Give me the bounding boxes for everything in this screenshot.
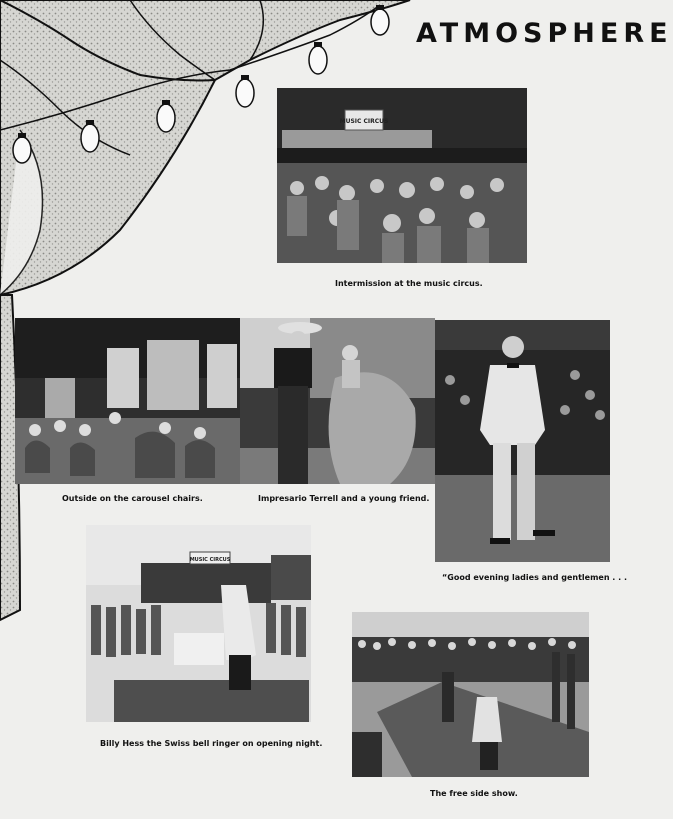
page-title: ATMOSPHERE — [416, 18, 673, 49]
photo-intermission — [277, 88, 527, 263]
caption-good-evening: “Good evening ladies and gentlemen . . . — [442, 573, 627, 582]
photo-billy-hess-image — [86, 525, 311, 722]
music-circus-sign: MUSIC CIRCUS — [339, 118, 389, 125]
photo-intermission-image — [277, 88, 527, 263]
music-circus-sign: MUSIC CIRCUS — [189, 557, 231, 563]
photo-carousel-chairs-image — [15, 318, 240, 484]
caption-impresario-terrell: Impresario Terrell and a young friend. — [258, 494, 430, 503]
caption-intermission: Intermission at the music circus. — [335, 279, 483, 288]
photo-good-evening — [435, 320, 610, 562]
photo-good-evening-image — [435, 320, 610, 562]
photo-impresario-terrell-image — [240, 318, 435, 484]
caption-billy-hess: Billy Hess the Swiss bell ringer on opening night. — [100, 739, 323, 748]
photo-carousel-chairs — [15, 318, 240, 484]
caption-free-side-show: The free side show. — [430, 789, 518, 798]
caption-carousel-chairs: Outside on the carousel chairs. — [62, 494, 203, 503]
photo-free-side-show — [352, 612, 589, 777]
photo-free-side-show-image — [352, 612, 589, 777]
photo-billy-hess — [86, 525, 311, 722]
photo-impresario-terrell — [240, 318, 435, 484]
